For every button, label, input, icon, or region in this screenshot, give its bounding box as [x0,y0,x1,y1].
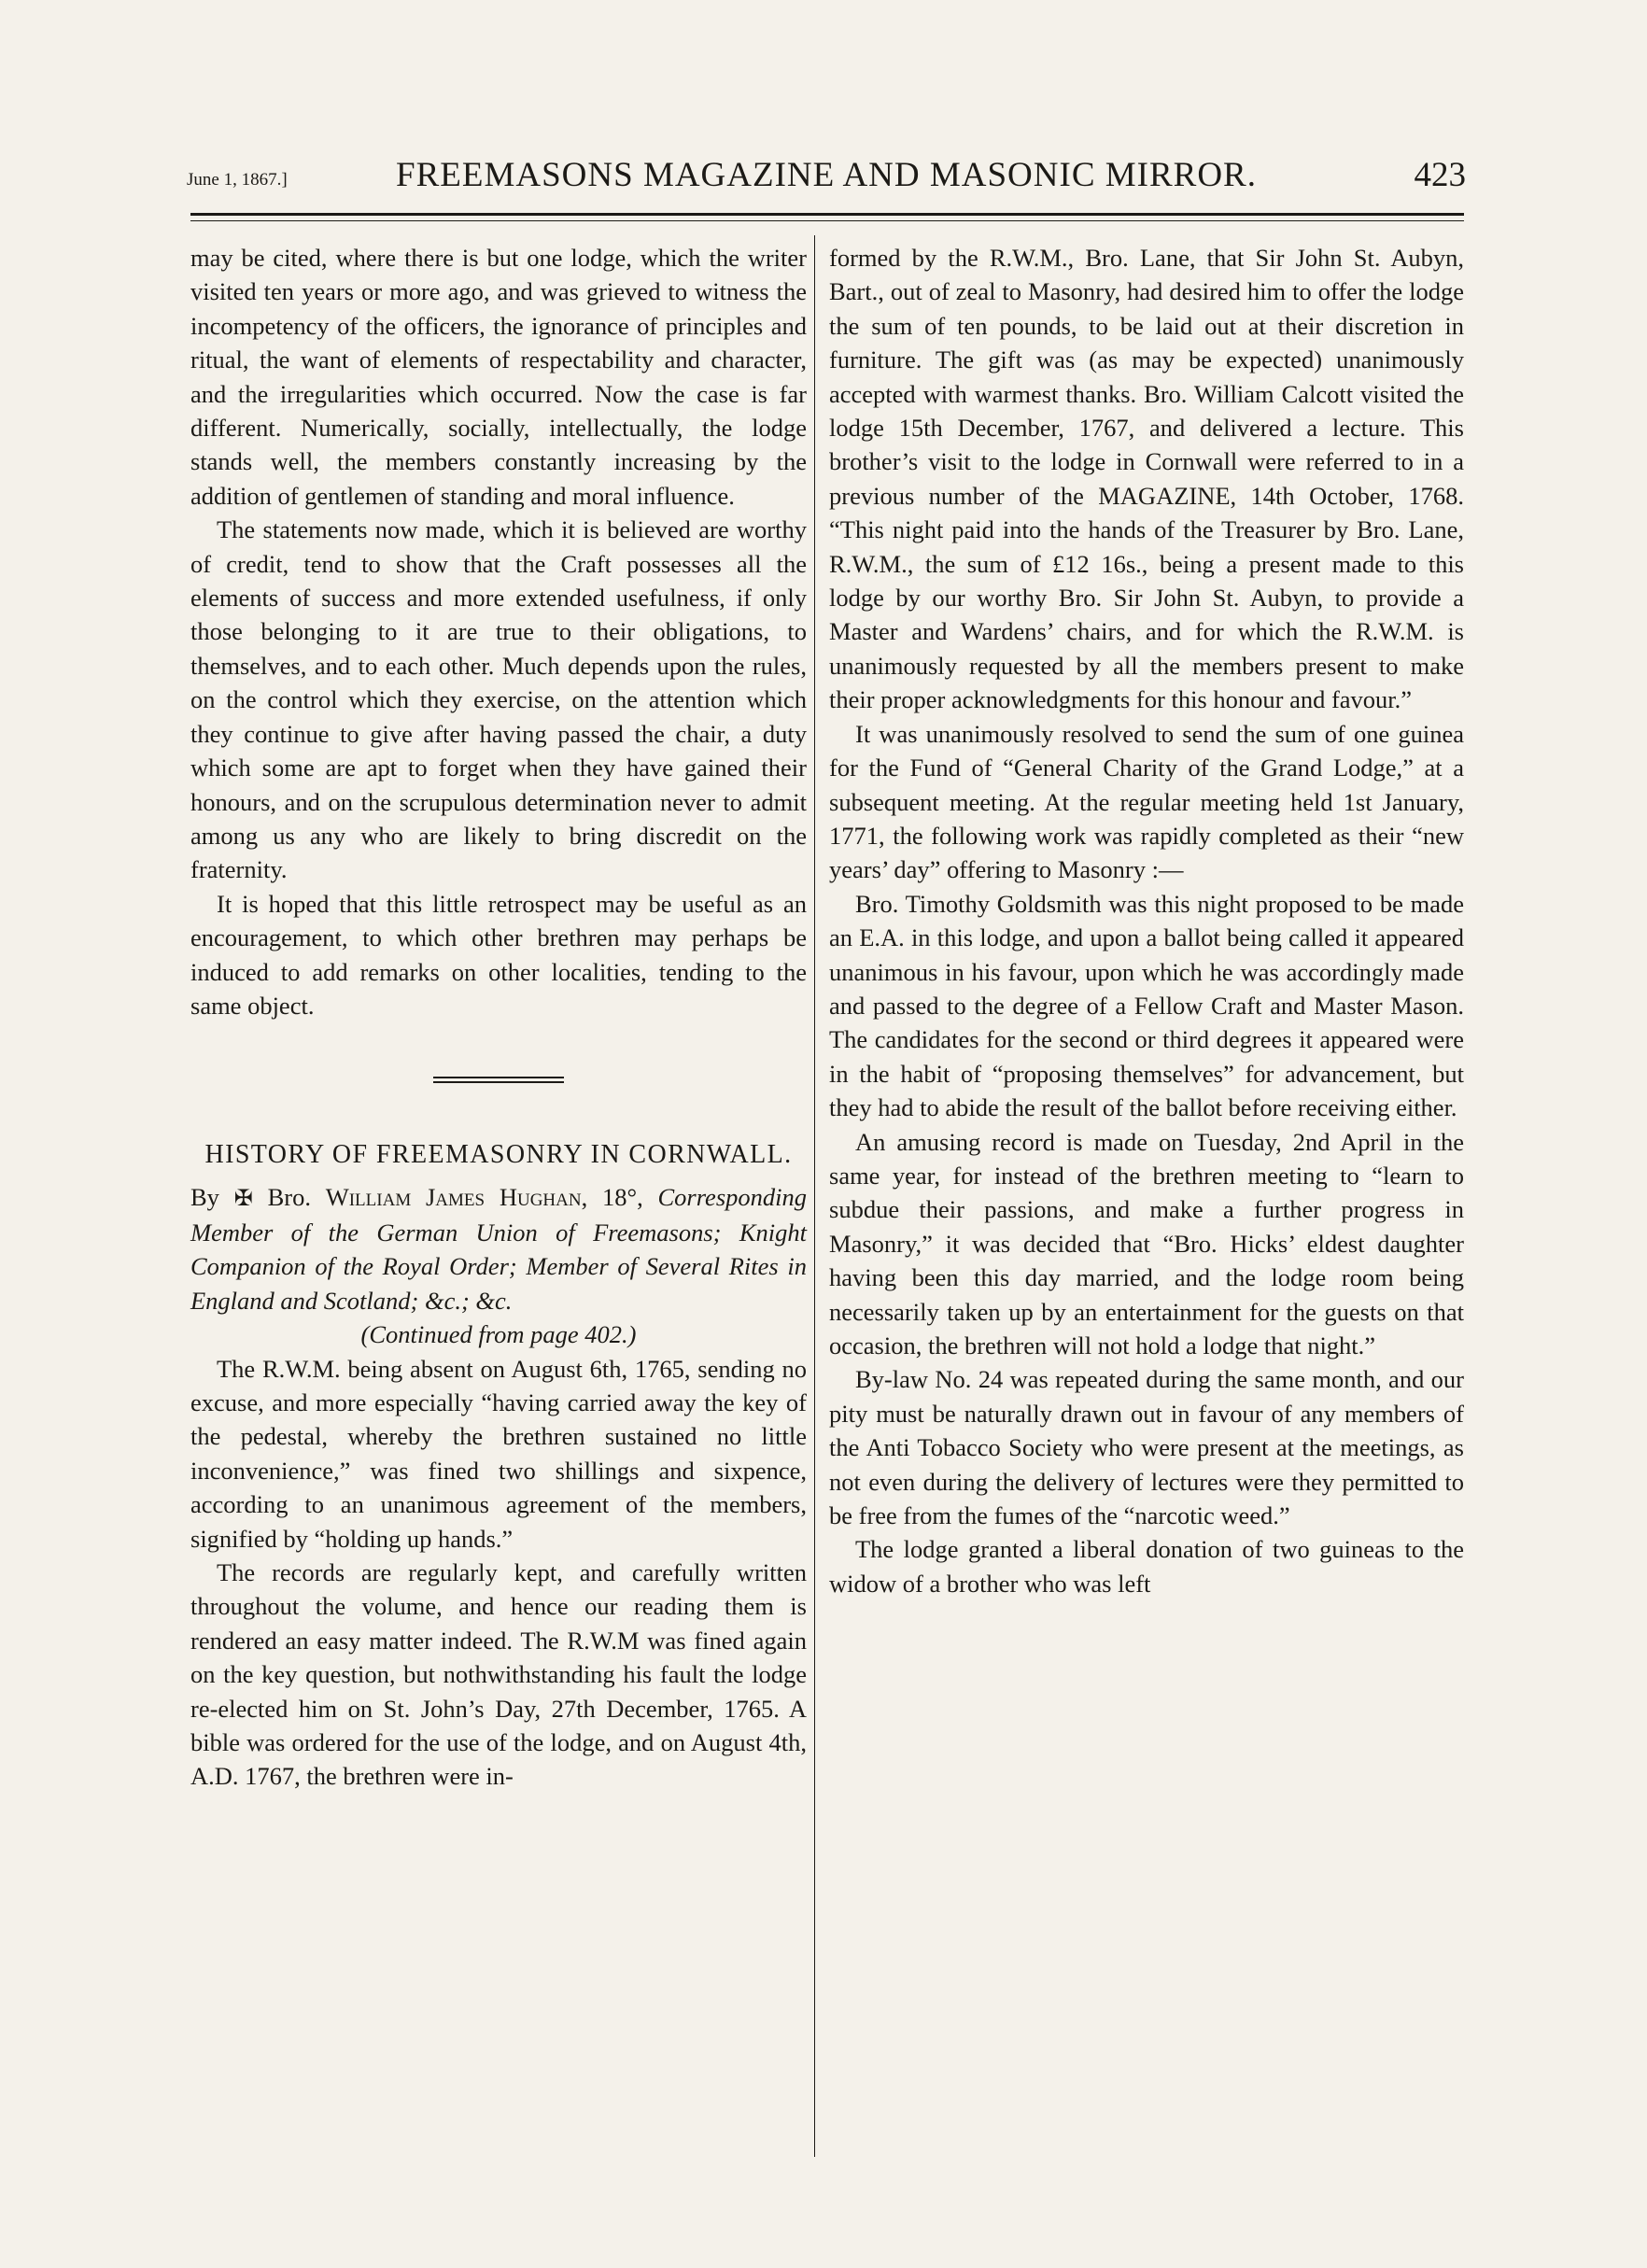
author-name: William James Hughan, [325,1182,588,1211]
byline-prefix: By [190,1182,219,1211]
right-paragraph-2: It was unanimously resolved to send the sum of one guinea for the Fund of “General Charity of the Grand Lodge,” at a subsequent meeting. At the regular meeting held 1st January, 1771, the following work was rapidly completed as their “new years’ day” offering to Masonry :— [829,719,1464,884]
right-paragraph-1: formed by the R.W.M., Bro. Lane, that Sir John St. Aubyn, Bart., out of zeal to Masonry, had desired him to offer the lodge the sum of ten pounds, to be laid out at their discretion in furniture. The gift was (as may be expected) unanimously accepted with warmest thanks. Bro. William Calcott visited the lodge 15th December, 1767, and delivered a lecture. This brother’s visit to the lodge in Cornwall were referred to in a previous number of the MAGAZINE, 14th October, 1768. “This night paid into the hands of the Treasurer by Bro. Lane, R.W.M., the sum of £12 16s., being a present made to this lodge by our worthy Bro. Sir John St. Aubyn, to provide a Master and Wardens’ chairs, and for which the R.W.M. is unanimously requested by all the members present to make their proper acknowledgments for this honour and favour.” [829,244,1464,714]
section-separator [433,1077,564,1082]
right-paragraph-3: Bro. Timothy Goldsmith was this night proposed to be made an E.A. in this lodge, and upon a ballot being called it appeared unanimous in his favour, upon which he was accordingly made and passed to the degree of a Fellow Craft and Master Mason. The candidates for the second or third degrees it appeared were in the habit of “proposing themselves” for advancement, but they had to abide the result of the ballot before receiving either. [829,889,1464,1122]
right-paragraph-4: An amusing record is made on Tuesday, 2nd April in the same year, for instead of the brethren meeting to “learn to subdue their passions, and make a further progress in Masonry,” it was decided that “Bro. Hicks’ eldest daughter having been this day married, and the lodge room being necessarily taken up by an entertainment for the guests on that occasion, the brethren will not hold a lodge that night.” [829,1127,1464,1359]
continued-note: (Continued from page 402.) [360,1320,637,1349]
magazine-title: FREEMASONS MAGAZINE AND MASONIC MIRROR. [396,156,1257,194]
article-title: HISTORY OF FREEMASONRY IN CORNWALL. [204,1139,793,1169]
right-paragraph-5: By-law No. 24 was repeated during the same month, and our pity must be naturally drawn out in favour of any members of the Anti Tobacco Society who were present at the meetings, as not even during the delivery of lectures were they permitted to be free from the fumes of the “narcotic weed.” [829,1365,1464,1530]
right-column [829,241,1464,1600]
header-rule-thin [190,220,1464,221]
maltese-cross-icon: ✠ [233,1186,253,1211]
page-header [187,155,1466,202]
header-rule-thick [190,213,1464,216]
author-degree: 18°, [601,1182,643,1211]
left-paragraph-2: The statements now made, which it is believed are worthy of credit, tend to show that the Craft possesses all the elements of success and more extended usefulness, if only those belonging to it are true to their obligations, to themselves, and to each other. Much depends upon the rules, on the control which they exercise, on the attention which they continue to give after having passed the chair, a duty which some are apt to forget when they have gained their honours, and on the scrupulous determination never to admit among us any who are likely to bring discredit on the fraternity. [190,515,807,884]
left-paragraph-1: may be cited, where there is but one lodge, which the writer visited ten years or more ago, and was grieved to witness the incompetency of the officers, the ignorance of principles and ritual, the want of elements of respectability and character, and the irregularities which occurred. Now the case is far different. Numerically, socially, intellectually, the lodge stands well, the members constantly increasing by the addition of gentlemen of standing and moral influence. [190,244,807,510]
page-number: 423 [1414,156,1466,194]
left-paragraph-4: The R.W.M. being absent on August 6th, 1765, sending no excuse, and more especially “having carried away the key of the pedestal, whereby the brethren sustained no little inconvenience,” was fined two shillings and sixpence, according to an unanimous agreement of the members, signified by “holding up hands.” [190,1354,807,1553]
article-byline [190,1180,807,1318]
right-paragraph-6: The lodge granted a liberal donation of two guineas to the widow of a brother who was left [829,1535,1464,1598]
left-paragraph-3: It is hoped that this little retrospect may be useful as an encouragement, to which other brethren may perhaps be induced to add remarks on other localities, tending to the same object. [190,889,807,1020]
separator-line [433,1081,564,1083]
byline-bro: Bro. [267,1182,311,1211]
issue-date: June 1, 1867.] [187,170,288,190]
column-divider [814,235,815,2157]
author-credentials: Corresponding Member of the German Union of Freemasons; Knight Companion of the Royal Order; Member of Several Rites in England and Scotland; &c.; &c. [190,1182,807,1315]
separator-line [433,1077,564,1078]
left-paragraph-5: The records are regularly kept, and carefully written throughout the volume, and hence our reading them is rendered an easy matter indeed. The R.W.M was fined again on the key question, but nothwithstanding his fault the lodge re-elected him on St. John’s Day, 27th December, 1765. A bible was ordered for the use of the lodge, and on August 4th, A.D. 1767, the brethren were in- [190,1558,807,1791]
left-column [190,241,807,1794]
